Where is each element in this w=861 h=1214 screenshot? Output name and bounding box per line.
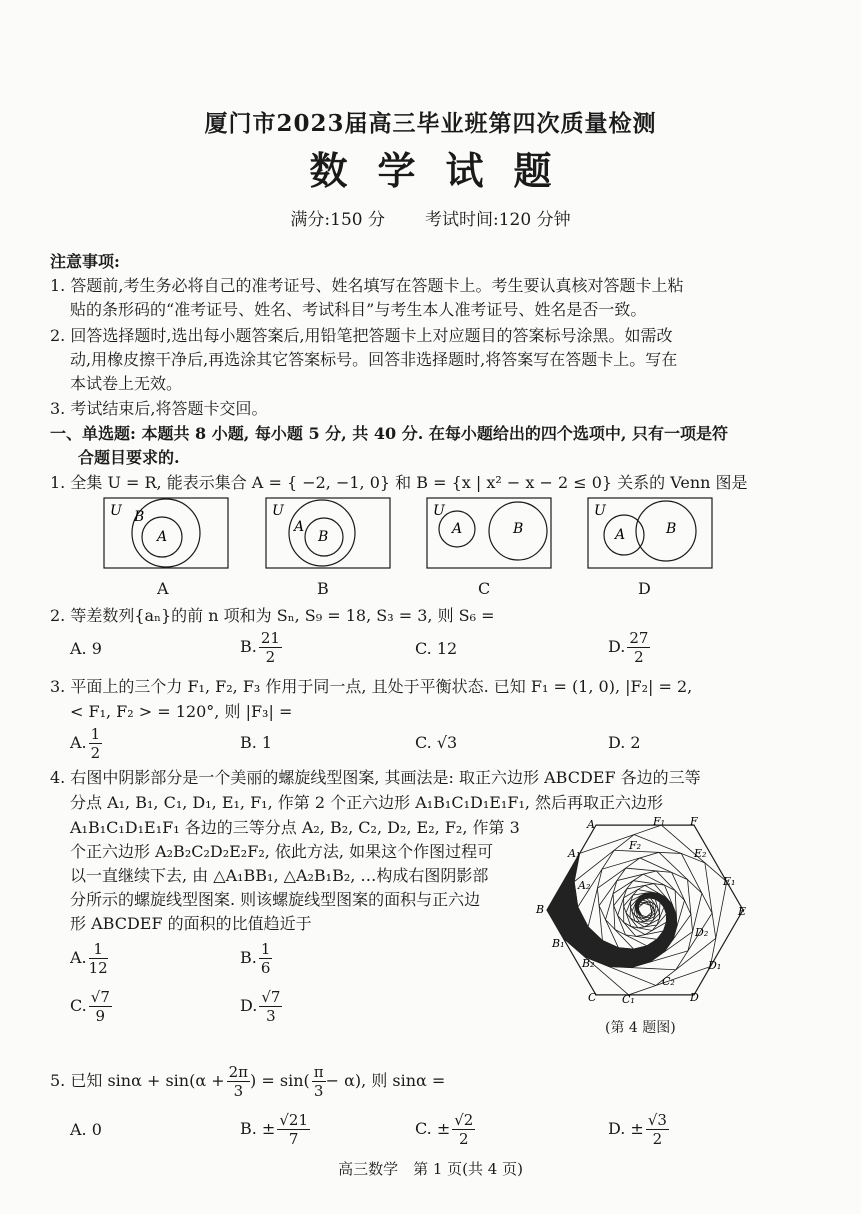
question-1-venn-diagrams — [100, 495, 720, 575]
notice-line: 贴的条形码的“准考证号、姓名、考试科目”与考生本人准考证号、姓名是否一致。 — [70, 300, 647, 319]
svg-text:B: B — [134, 509, 145, 525]
svg-text:A: A — [294, 519, 305, 535]
venn-option-d: D — [638, 579, 651, 598]
label-f1: F₁ — [653, 815, 666, 828]
notice-heading: 注意事项: — [50, 252, 120, 271]
svg-text:U: U — [110, 503, 122, 519]
q4-option-b: B. $\frac{1}{6}$ — [240, 940, 271, 977]
full-score: 满分:150 分 — [290, 210, 385, 230]
q3-option-b: B. 1 — [240, 733, 273, 752]
svg-text:A: A — [452, 521, 463, 537]
question-4-text-cont: 分点 A₁, B₁, C₁, D₁, E₁, F₁, 作第 2 个正六边形 A₁B₁C₁D₁E₁F₁, 然后再取正六边形 — [70, 793, 664, 812]
label-a1: A₁ — [568, 847, 581, 860]
question-3-text-cont: < F₁, F₂ > = 120°, 则 |F₃| = — [70, 702, 293, 721]
figure-caption: (第 4 题图) — [605, 1020, 676, 1036]
question-4-text-cont: 形 ABCDEF 的面积的比值趋近于 — [70, 914, 312, 933]
q5-option-c: C. ± $\frac{√2}{2}$ — [415, 1111, 474, 1148]
q3-option-d: D. 2 — [608, 733, 641, 752]
question-5-text: 5. 已知 sinα + sin(α + $\frac{2\pi}{3}$ ) = sin( $\frac{\pi}{3}$ − α), 则 sinα = — [50, 1063, 446, 1100]
exam-time: 考试时间:120 分钟 — [425, 210, 571, 230]
label-e: E — [738, 905, 747, 918]
venn-option-c: C — [478, 579, 491, 598]
svg-text:A: A — [615, 527, 626, 543]
notice-line: 3. 考试结束后,将答题卡交回。 — [50, 399, 268, 418]
q4-option-d: D. $\frac{√7}{3}$ — [240, 988, 281, 1025]
question-2-text: 2. 等差数列{aₙ}的前 n 项和为 Sₙ, S₉ = 18, S₃ = 3, 则 S₆ = — [50, 606, 495, 625]
subject-title: 数学试题 — [309, 148, 582, 193]
exam-meta — [0, 205, 861, 230]
svg-text:B: B — [513, 521, 524, 537]
label-f: F — [690, 815, 698, 828]
spiral-hexagon-figure — [525, 805, 765, 1015]
q2-option-b: B. $\frac{21}{2}$ — [240, 629, 280, 666]
notice-line: 1. 答题前,考生务必将自己的准考证号、姓名填写在答题卡上。考生要认真核对答题卡上粘 — [50, 276, 684, 295]
question-1-text: 1. 全集 U = R, 能表示集合 A = { −2, −1, 0} 和 B = {x | x² − x − 2 ≤ 0} 关系的 Venn 图是 — [50, 473, 748, 492]
label-a2: A₂ — [578, 879, 591, 892]
question-3-text: 3. 平面上的三个力 F₁, F₂, F₃ 作用于同一点, 且处于平衡状态. 已知 F₁ = (1, 0), |F₂| = 2, — [50, 677, 693, 696]
question-4-text: 4. 右图中阴影部分是一个美丽的螺旋线型图案, 其画法是: 取正六边形 ABCDEF 各边的三等 — [50, 768, 701, 787]
hexagon-level — [599, 868, 691, 952]
label-c1: C₁ — [622, 993, 635, 1006]
q4-option-a: A. $\frac{1}{12}$ — [70, 940, 108, 977]
page-footer: 高三数学 第 1 页(共 4 页) — [338, 1160, 523, 1178]
question-4-text-cont: 个正六边形 A₂B₂C₂D₂E₂F₂, 依此方法, 如果这个作图过程可 — [70, 842, 494, 861]
venn-option-b: B — [317, 579, 329, 598]
hexagon-level — [638, 902, 653, 918]
q5-option-a: A. 0 — [70, 1120, 102, 1139]
venn-b — [266, 498, 390, 568]
venn-c — [427, 498, 551, 568]
svg-text:B: B — [318, 529, 329, 545]
label-d2: D₂ — [695, 926, 709, 939]
label-e2: E₂ — [694, 847, 707, 860]
label-d: D — [690, 991, 699, 1004]
section-heading-cont: 合题目要求的. — [78, 448, 180, 467]
label-f2: F₂ — [629, 839, 642, 852]
q3-option-a: A. $\frac{1}{2}$ — [70, 725, 101, 762]
q5-option-d: D. ± $\frac{√3}{2}$ — [608, 1111, 667, 1148]
question-4-text-cont: 以一直继续下去, 由 △A₁BB₁, △A₂B₁B₂, …构成右图阴影部 — [70, 866, 489, 885]
label-d1: D₁ — [708, 959, 722, 972]
label-e1: E₁ — [723, 875, 736, 888]
q3-option-c: C. √3 — [415, 733, 458, 752]
q4-option-c: C. $\frac{√7}{9}$ — [70, 988, 110, 1025]
question-4-text-cont: 分所示的螺旋线型图案. 则该螺旋线型图案的面积与正六边 — [70, 890, 481, 909]
section-heading: 一、单选题: 本题共 8 小题, 每小题 5 分, 共 40 分. 在每小题给出的四个选项中, 只有一项是符 — [50, 424, 728, 443]
label-c: C — [588, 991, 597, 1004]
venn-a — [104, 498, 228, 568]
svg-text:B: B — [666, 521, 677, 537]
question-4-text-cont: A₁B₁C₁D₁E₁F₁ 各边的三等分点 A₂, B₂, C₂, D₂, E₂, F₂, 作第 3 — [70, 818, 520, 837]
svg-text:U: U — [594, 503, 606, 519]
notice-line: 本试卷上无效。 — [70, 374, 183, 393]
notice-line: 2. 回答选择题时,选出每小题答案后,用铅笔把答题卡上对应题目的答案标号涂黑。如需改 — [50, 326, 673, 345]
svg-text:U: U — [272, 503, 284, 519]
q2-option-c: C. 12 — [415, 639, 458, 658]
label-a: A — [587, 818, 595, 831]
q2-option-a: A. 9 — [70, 639, 102, 658]
notice-line: 动,用橡皮擦干净后,再选涂其它答案标号。回答非选择题时,将答案写在答题卡上。写在 — [70, 350, 678, 369]
svg-text:A: A — [157, 529, 168, 545]
q5-option-b: B. ± $\frac{√21}{7}$ — [240, 1111, 308, 1148]
venn-d — [588, 498, 712, 568]
label-b2: B₂ — [582, 957, 595, 970]
svg-text:U: U — [433, 503, 445, 519]
label-c2: C₂ — [662, 975, 675, 988]
label-b: B — [536, 903, 545, 916]
q2-option-d: D. $\frac{27}{2}$ — [608, 629, 649, 666]
venn-option-a: A — [157, 579, 169, 598]
label-b1: B₁ — [552, 937, 565, 950]
exam-title: 厦门市2023届高三毕业班第四次质量检测 — [204, 110, 657, 137]
